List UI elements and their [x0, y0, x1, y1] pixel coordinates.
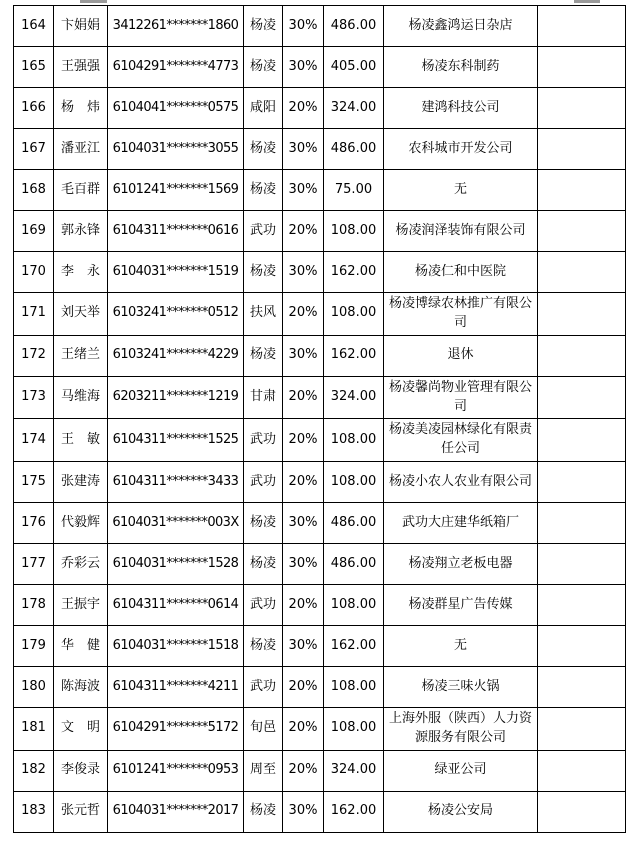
- cell-row-number: 172: [14, 335, 54, 376]
- cell-name: 张元哲: [54, 791, 108, 832]
- cell-region: 杨凌: [244, 791, 283, 832]
- cell-name: 李 永: [54, 252, 108, 293]
- cell-name: 杨 炜: [54, 88, 108, 129]
- cell-rate: 30%: [283, 503, 324, 544]
- cell-row-number: 174: [14, 419, 54, 462]
- cell-row-number: 175: [14, 462, 54, 503]
- cell-id-masked: 6104031*******1519: [108, 252, 244, 293]
- cell-employer: 杨凌博绿农林推广有限公司: [384, 293, 538, 336]
- cell-region: 武功: [244, 462, 283, 503]
- cell-employer: 杨凌美凌园林绿化有限责任公司: [384, 419, 538, 462]
- cell-name: 潘亚江: [54, 129, 108, 170]
- cell-id-masked: 6104291*******5172: [108, 708, 244, 751]
- cell-employer: 杨凌小农人农业有限公司: [384, 462, 538, 503]
- cell-blank: [538, 293, 626, 336]
- cell-rate: 30%: [283, 170, 324, 211]
- cell-blank: [538, 211, 626, 252]
- cell-id-masked: 6104031*******1518: [108, 626, 244, 667]
- cell-region: 武功: [244, 419, 283, 462]
- cell-row-number: 177: [14, 544, 54, 585]
- cell-rate: 20%: [283, 667, 324, 708]
- cell-row-number: 169: [14, 211, 54, 252]
- cell-region: 杨凌: [244, 503, 283, 544]
- cell-name: 马维海: [54, 376, 108, 419]
- cell-employer: 无: [384, 170, 538, 211]
- table-row: [14, 293, 626, 336]
- cell-blank: [538, 88, 626, 129]
- cell-row-number: 176: [14, 503, 54, 544]
- cell-region: 杨凌: [244, 252, 283, 293]
- cell-id-masked: 6104031*******003X: [108, 503, 244, 544]
- cell-region: 杨凌: [244, 544, 283, 585]
- cell-blank: [538, 585, 626, 626]
- cell-name: 王强强: [54, 47, 108, 88]
- cell-rate: 20%: [283, 750, 324, 791]
- cell-row-number: 182: [14, 750, 54, 791]
- cell-id-masked: 6103241*******0512: [108, 293, 244, 336]
- cell-blank: [538, 750, 626, 791]
- cell-employer: 杨凌三味火锅: [384, 667, 538, 708]
- cell-rate: 20%: [283, 462, 324, 503]
- table-row: [14, 462, 626, 503]
- personnel-subsidy-table: [13, 5, 626, 833]
- cell-row-number: 170: [14, 252, 54, 293]
- cell-id-masked: 6104031*******3055: [108, 129, 244, 170]
- cell-amount: 108.00: [324, 708, 384, 751]
- cell-amount: 324.00: [324, 88, 384, 129]
- cell-rate: 20%: [283, 211, 324, 252]
- table-row: [14, 88, 626, 129]
- cropped-row-remnant-left: [80, 0, 107, 3]
- table-row: [14, 129, 626, 170]
- cell-employer: 杨凌公安局: [384, 791, 538, 832]
- cell-name: 王绪兰: [54, 335, 108, 376]
- cell-id-masked: 6104311*******0616: [108, 211, 244, 252]
- cell-name: 李俊录: [54, 750, 108, 791]
- cell-employer: 杨凌群星广告传媒: [384, 585, 538, 626]
- cell-row-number: 173: [14, 376, 54, 419]
- table-row: [14, 585, 626, 626]
- cell-id-masked: 6104031*******1528: [108, 544, 244, 585]
- cell-blank: [538, 129, 626, 170]
- table-row: [14, 667, 626, 708]
- cell-amount: 162.00: [324, 626, 384, 667]
- cell-id-masked: 6101241*******1569: [108, 170, 244, 211]
- cell-name: 卞娟娟: [54, 6, 108, 47]
- cell-amount: 162.00: [324, 791, 384, 832]
- cell-amount: 486.00: [324, 6, 384, 47]
- cell-row-number: 181: [14, 708, 54, 751]
- cell-blank: [538, 626, 626, 667]
- cell-amount: 324.00: [324, 376, 384, 419]
- cell-amount: 108.00: [324, 211, 384, 252]
- cell-blank: [538, 791, 626, 832]
- cell-amount: 162.00: [324, 335, 384, 376]
- cell-amount: 486.00: [324, 129, 384, 170]
- cell-amount: 108.00: [324, 462, 384, 503]
- cell-employer: 无: [384, 626, 538, 667]
- cell-amount: 162.00: [324, 252, 384, 293]
- cell-employer: 绿亚公司: [384, 750, 538, 791]
- cell-rate: 30%: [283, 6, 324, 47]
- cell-employer: 农科城市开发公司: [384, 129, 538, 170]
- cell-row-number: 171: [14, 293, 54, 336]
- cell-region: 武功: [244, 667, 283, 708]
- table-row: [14, 626, 626, 667]
- cell-blank: [538, 376, 626, 419]
- cell-row-number: 180: [14, 667, 54, 708]
- cell-name: 张建涛: [54, 462, 108, 503]
- table-row: [14, 211, 626, 252]
- cell-row-number: 183: [14, 791, 54, 832]
- cell-employer: 上海外服（陕西）人力资源服务有限公司: [384, 708, 538, 751]
- cell-region: 旬邑: [244, 708, 283, 751]
- cell-row-number: 179: [14, 626, 54, 667]
- table-body: [14, 6, 626, 833]
- cell-amount: 75.00: [324, 170, 384, 211]
- cell-employer: 杨凌翔立老板电器: [384, 544, 538, 585]
- cell-amount: 108.00: [324, 293, 384, 336]
- cell-id-masked: 6104291*******4773: [108, 47, 244, 88]
- cell-blank: [538, 47, 626, 88]
- cell-blank: [538, 462, 626, 503]
- cell-amount: 108.00: [324, 585, 384, 626]
- cell-blank: [538, 419, 626, 462]
- cell-id-masked: 6101241*******0953: [108, 750, 244, 791]
- cell-id-masked: 6103241*******4229: [108, 335, 244, 376]
- cell-region: 杨凌: [244, 47, 283, 88]
- cell-amount: 108.00: [324, 667, 384, 708]
- table-row: [14, 335, 626, 376]
- cell-id-masked: 6104311*******0614: [108, 585, 244, 626]
- cropped-row-remnant-right: [574, 0, 600, 3]
- cell-region: 杨凌: [244, 129, 283, 170]
- cell-employer: 杨凌东科制药: [384, 47, 538, 88]
- cell-amount: 405.00: [324, 47, 384, 88]
- table-row: [14, 252, 626, 293]
- cell-name: 郭永锋: [54, 211, 108, 252]
- cell-name: 乔彩云: [54, 544, 108, 585]
- cell-rate: 30%: [283, 791, 324, 832]
- cell-row-number: 166: [14, 88, 54, 129]
- cell-region: 杨凌: [244, 335, 283, 376]
- table-row: [14, 750, 626, 791]
- cell-blank: [538, 252, 626, 293]
- table-row: [14, 47, 626, 88]
- cell-region: 扶风: [244, 293, 283, 336]
- cell-employer: 杨凌鑫鸿运日杂店: [384, 6, 538, 47]
- cell-employer: 武功大庄建华纸箱厂: [384, 503, 538, 544]
- cell-rate: 20%: [283, 293, 324, 336]
- cell-rate: 30%: [283, 252, 324, 293]
- cell-name: 陈海波: [54, 667, 108, 708]
- cell-rate: 30%: [283, 626, 324, 667]
- cell-blank: [538, 667, 626, 708]
- cell-name: 文 明: [54, 708, 108, 751]
- cell-name: 毛百群: [54, 170, 108, 211]
- cell-region: 周至: [244, 750, 283, 791]
- cell-region: 杨凌: [244, 626, 283, 667]
- cell-name: 王振宇: [54, 585, 108, 626]
- cell-rate: 30%: [283, 544, 324, 585]
- cell-employer: 杨凌仁和中医院: [384, 252, 538, 293]
- table-row: [14, 419, 626, 462]
- cell-employer: 建鸿科技公司: [384, 88, 538, 129]
- cell-region: 武功: [244, 211, 283, 252]
- cell-region: 甘肃: [244, 376, 283, 419]
- cell-name: 王 敏: [54, 419, 108, 462]
- cell-rate: 20%: [283, 708, 324, 751]
- table-row: [14, 544, 626, 585]
- cell-blank: [538, 708, 626, 751]
- cell-rate: 20%: [283, 376, 324, 419]
- cell-rate: 20%: [283, 585, 324, 626]
- cell-row-number: 178: [14, 585, 54, 626]
- cell-employer: 退休: [384, 335, 538, 376]
- cell-employer: 杨凌润泽装饰有限公司: [384, 211, 538, 252]
- cell-id-masked: 6104031*******2017: [108, 791, 244, 832]
- table-row: [14, 170, 626, 211]
- table-row: [14, 708, 626, 751]
- table-row: [14, 503, 626, 544]
- cell-blank: [538, 170, 626, 211]
- cell-employer: 杨凌馨尚物业管理有限公司: [384, 376, 538, 419]
- cell-rate: 20%: [283, 88, 324, 129]
- cell-blank: [538, 335, 626, 376]
- cell-region: 杨凌: [244, 6, 283, 47]
- cell-row-number: 164: [14, 6, 54, 47]
- cell-blank: [538, 544, 626, 585]
- cell-name: 代毅辉: [54, 503, 108, 544]
- cell-row-number: 165: [14, 47, 54, 88]
- cell-id-masked: 6104311*******4211: [108, 667, 244, 708]
- cell-rate: 30%: [283, 47, 324, 88]
- cell-blank: [538, 6, 626, 47]
- cell-row-number: 167: [14, 129, 54, 170]
- cell-amount: 324.00: [324, 750, 384, 791]
- cell-id-masked: 6104311*******3433: [108, 462, 244, 503]
- cell-name: 刘天举: [54, 293, 108, 336]
- table-row: [14, 791, 626, 832]
- cell-id-masked: 6104041*******0575: [108, 88, 244, 129]
- cell-id-masked: 6104311*******1525: [108, 419, 244, 462]
- cell-blank: [538, 503, 626, 544]
- cell-id-masked: 3412261*******1860: [108, 6, 244, 47]
- cell-row-number: 168: [14, 170, 54, 211]
- cell-rate: 20%: [283, 419, 324, 462]
- cell-rate: 30%: [283, 129, 324, 170]
- table-row: [14, 6, 626, 47]
- cell-id-masked: 6203211*******1219: [108, 376, 244, 419]
- table-row: [14, 376, 626, 419]
- cell-rate: 30%: [283, 335, 324, 376]
- cell-name: 华 健: [54, 626, 108, 667]
- cell-amount: 108.00: [324, 419, 384, 462]
- cell-amount: 486.00: [324, 544, 384, 585]
- cell-amount: 486.00: [324, 503, 384, 544]
- cell-region: 咸阳: [244, 88, 283, 129]
- cell-region: 武功: [244, 585, 283, 626]
- cell-region: 杨凌: [244, 170, 283, 211]
